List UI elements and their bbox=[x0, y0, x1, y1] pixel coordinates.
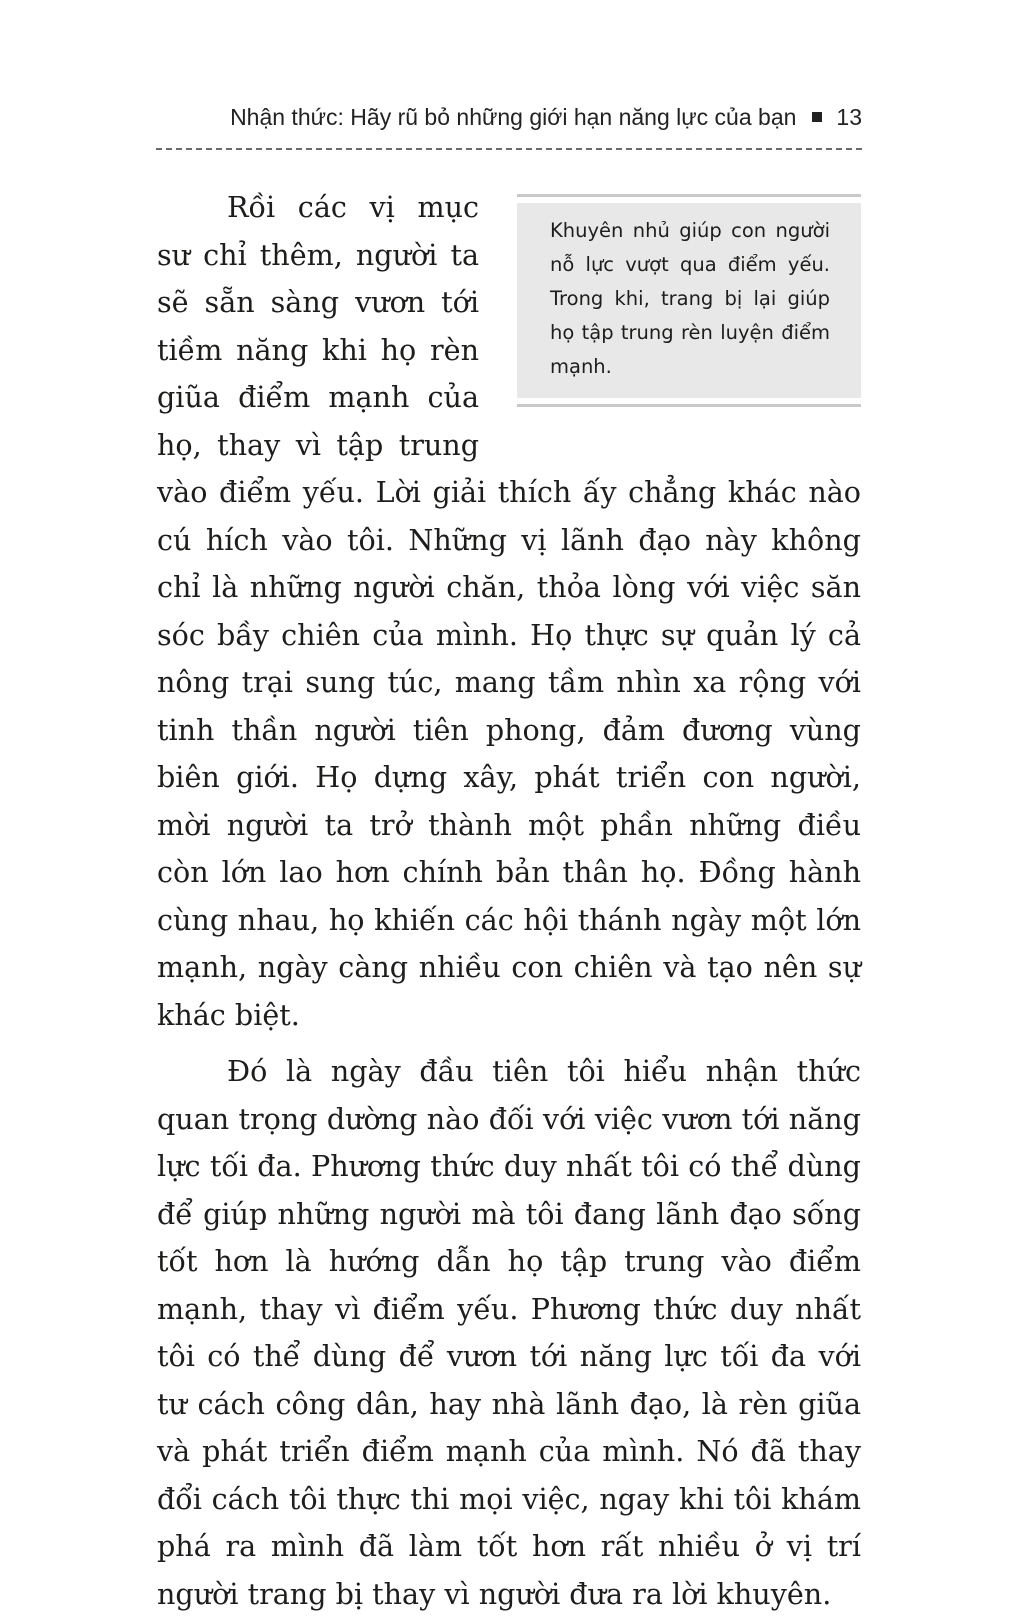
header-divider bbox=[156, 148, 862, 150]
pull-quote-box bbox=[517, 194, 861, 407]
running-title: Nhận thức: Hãy rũ bỏ những giới hạn năng lực của bạn bbox=[230, 104, 797, 130]
page-number: 13 bbox=[836, 104, 862, 130]
header-bullet-icon bbox=[812, 112, 822, 122]
paragraph: Đó là ngày đầu tiên tôi hiểu nhận thức quan trọng dường nào đối với việc vươn tới năng lực tối đa. Phương thức duy nhất tôi có thể dùng để giúp những người mà tôi đang lãnh đạo sống tốt hơn là hướng dẫn họ tập trung vào điểm mạnh, thay vì điểm yếu. Phương thức duy nhất tôi có thể dùng để vươn tới năng lực tối đa với tư cách công dân, hay nhà lãnh đạo, là rèn giũa và phát triển điểm mạnh của mình. Nó đã thay đổi cách tôi thực thi mọi việc, ngay khi tôi khám phá ra mình đã làm tốt hơn rất nhiều ở vị trí người trang bị thay vì người đưa ra lời khuyên. bbox=[157, 1054, 861, 1611]
main-text bbox=[157, 184, 861, 1618]
pull-quote-text: Khuyên nhủ giúp con người nỗ lực vượt qua điểm yếu. Trong khi, trang bị lại giúp họ tập trung rèn luyện điểm mạnh. bbox=[517, 203, 861, 398]
paragraph: Rồi các vị mục sư chỉ thêm, người ta sẽ sẵn sàng vươn tới tiềm năng khi họ rèn giũa điểm mạnh của họ, thay vì tập trung vào điểm yếu. Lời giải thích ấy chẳng khác nào cú hích vào tôi. Những vị lãnh đạo này không chỉ là những người chăn, thỏa lòng với việc săn sóc bầy chiên của mình. Họ thực sự quản lý cả nông trại sung túc, mang tầm nhìn xa rộng với tinh thần người tiên phong, đảm đương vùng biên giới. Họ dựng xây, phát triển con người, mời người ta trở thành một phần những điều còn lớn lao hơn chính bản thân họ. Đồng hành cùng nhau, họ khiến các hội thánh ngày một lớn mạnh, ngày càng nhiều con chiên và tạo nên sự khác biệt. bbox=[157, 190, 861, 1032]
running-header bbox=[150, 104, 862, 144]
